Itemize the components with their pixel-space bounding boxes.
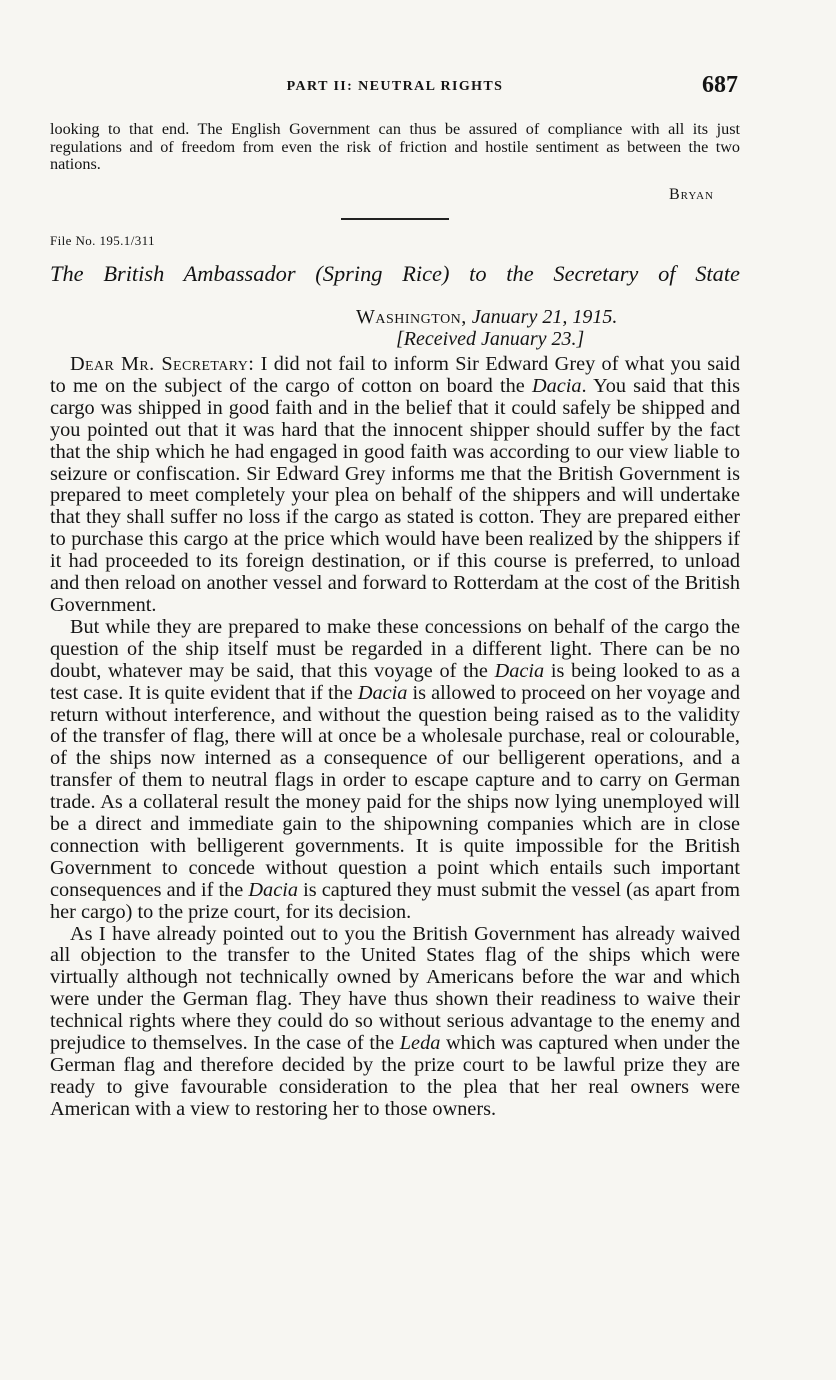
letter-body: [50, 354, 740, 1121]
running-head: [50, 72, 740, 100]
document-heading: The British Ambassador (Spring Rice) to the Secretary of State: [50, 261, 740, 286]
file-number: File No. 195.1/311: [50, 233, 155, 248]
paragraph-2-text-c: is allowed to proceed on her voyage and return without interference, and without the question being raised as to the validity of the transfer of flag, there will at once be a wholesale purchase, real or colourable, of the ships now interned as a consequence of our belligerent operations, and a transfer of them to neutral flags in order to escape capture and to carry on German trade. As a collateral result the money paid for the ships now lying unemployed will be a direct and immediate gain to the shipowning companies which are in close connection with belligerent governments. It is quite impossible for the British Government to concede without question a point which entails such important consequences and if the: [50, 681, 740, 901]
salutation: Dear Mr. Secretary:: [70, 353, 255, 375]
paragraph-1-text-a: I did not fail to inform Sir Edward Grey of what you said to me on the subject of the cargo of cotton on board the: [50, 353, 740, 397]
paragraph-2-text-a: But while they are prepared to make these concessions on behalf of the cargo the question of the ship itself must be regarded in a different light. There can be no doubt, whatever may be said, that this voyage of the: [50, 615, 740, 682]
ship-name-leda: Leda: [399, 1032, 441, 1055]
signature: Bryan: [668, 186, 714, 203]
paragraph-3-text-b: which was captured when under the German flag and therefore decided by the prize court to be lawful prize they are ready to give favourable consideration to the plea that her real owners were American with a view to restoring her to those owners.: [50, 1032, 740, 1120]
ship-name-dacia: Dacia: [248, 878, 298, 901]
ship-name-dacia: Dacia: [494, 659, 545, 682]
paragraph-1: [50, 354, 740, 617]
dateline-date: January 21, 1915.: [471, 306, 618, 328]
paragraph-2-text-d: is captured they must submit the vessel (as apart from her cargo) to the prize court, for its decision.: [50, 878, 740, 923]
paragraph-3: [50, 924, 740, 1121]
received-date: [Received January 23.]: [396, 328, 585, 350]
dateline-place: Washington,: [356, 306, 467, 328]
ship-name-dacia: Dacia: [531, 374, 582, 397]
running-title: PART II: NEUTRAL RIGHTS: [286, 79, 504, 94]
paragraph-1-text-b: . You said that this cargo was shipped in good faith and in the belief that it could safely be shipped and you pointed out that it was hard that the innocent shipper should suffer by the fact that the ship which he had engaged in good faith was according to our view liable to seizure or confiscation. Sir Edward Grey informs me that the British Government is prepared to meet completely your plea on behalf of the shippers and will undertake that they shall suffer no loss if the cargo as stated is cotton. They are prepared either to purchase this cargo at the price which would have been realized by the shippers if it had proceeded to its foreign destination, or if this course is preferred, to unload and then reload on another vessel and forward to Rotterdam at the cost of the British Government.: [50, 374, 740, 616]
dateline: [356, 306, 740, 350]
page-number: 687: [702, 72, 738, 98]
paragraph-3-text-a: As I have already pointed out to you the British Government has already waived all objection to the transfer to the United States flag of the ships which were virtually although not technically owned by Americans before the war and which were under the German flag. They have thus shown their readiness to waive their technical rights where they could do so without serious advantage to the enemy and prejudice to themselves. In the case of the: [50, 922, 740, 1055]
previous-letter-closing: looking to that end. The English Government can thus be assured of compliance with all its just regulations and of freedom from even the risk of friction and hostile sentiment as between the two nations.: [50, 120, 740, 173]
paragraph-2-text-b: is being looked to as a test case. It is quite evident that if the: [50, 659, 740, 704]
ship-name-dacia: Dacia: [357, 681, 408, 704]
section-divider: [341, 218, 449, 220]
book-page: [50, 0, 740, 1380]
paragraph-2: [50, 617, 740, 924]
